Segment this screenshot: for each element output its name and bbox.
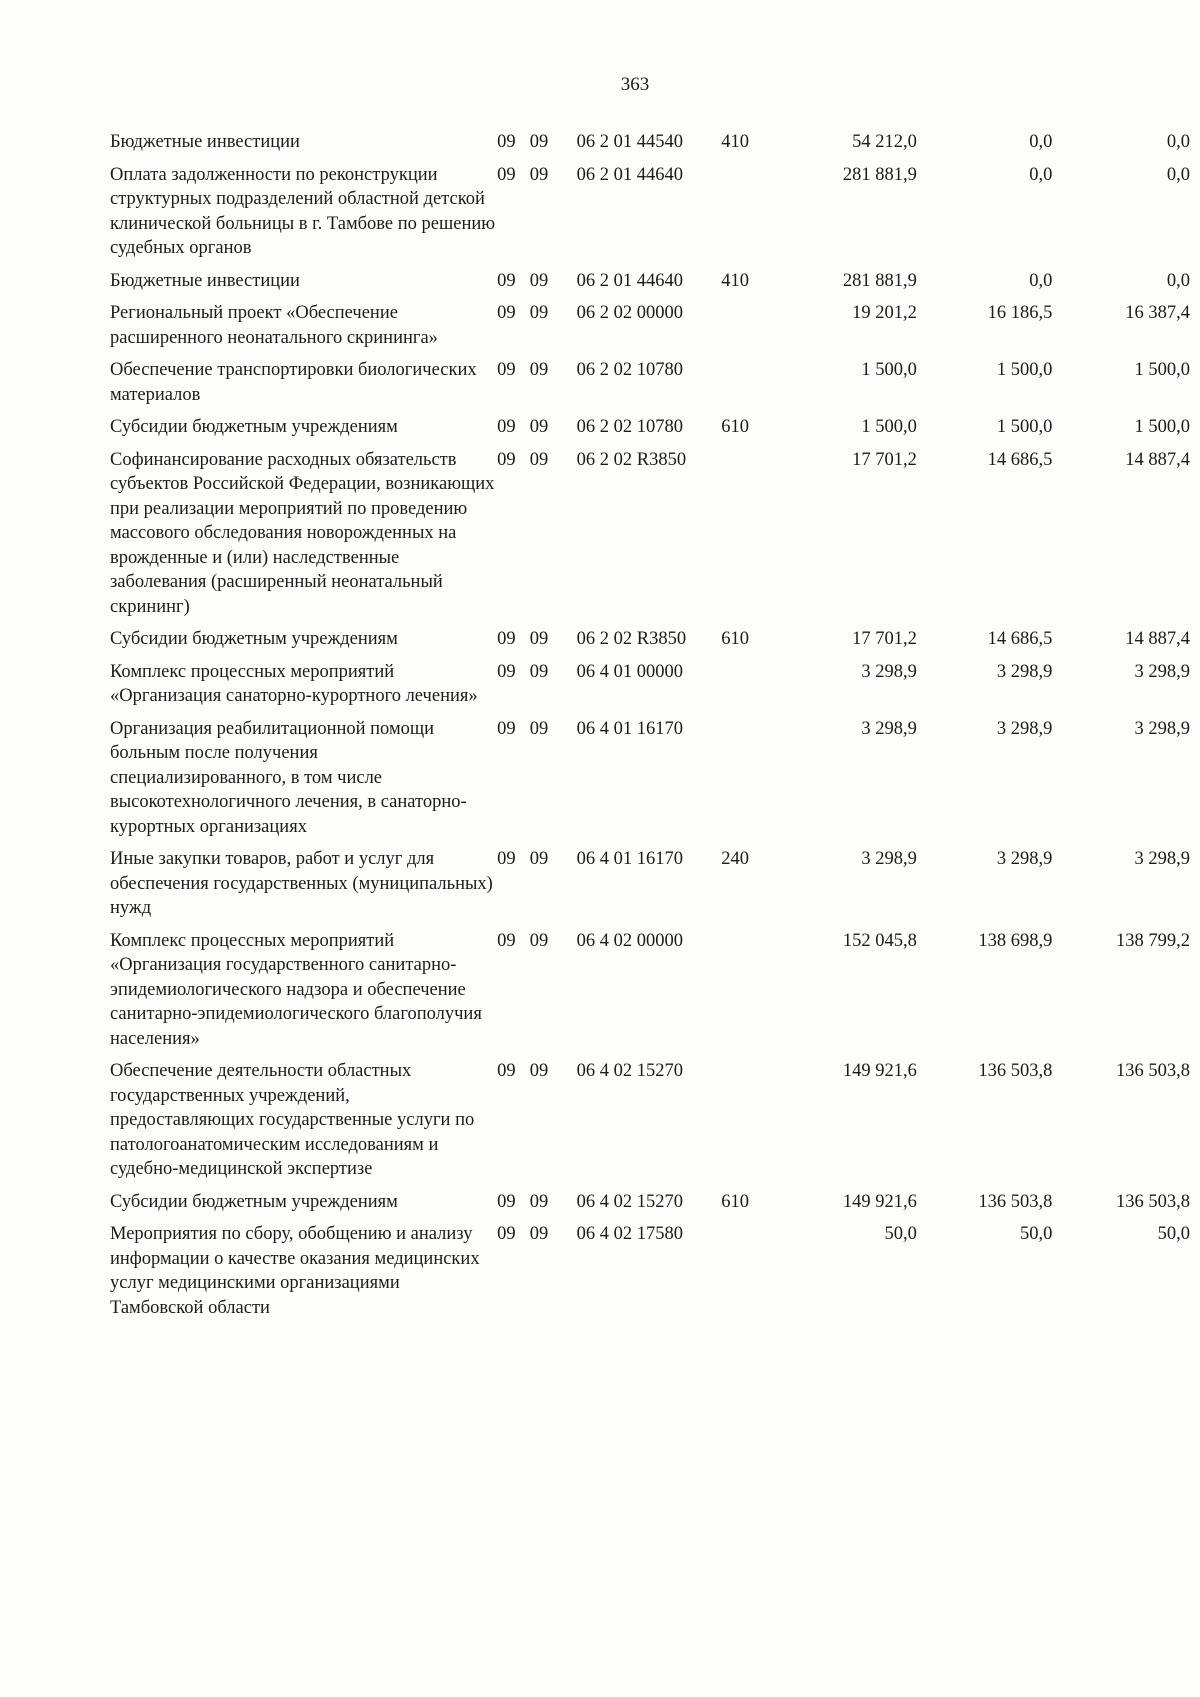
section-code: 09 xyxy=(497,1224,516,1244)
table-row xyxy=(110,627,1190,660)
subsection-code: 09 xyxy=(529,164,549,185)
item-name: Бюджетные инвестиции xyxy=(110,132,300,152)
amount-year-3: 16 387,4 xyxy=(1125,303,1190,323)
amount-year-1: 54 212,0 xyxy=(852,132,917,152)
table-body xyxy=(110,130,1190,1328)
amount-year-3: 3 298,9 xyxy=(1134,661,1190,682)
expense-type-code: 610 xyxy=(721,417,750,437)
amount-year-2: 136 503,8 xyxy=(978,1061,1053,1081)
table-row xyxy=(110,717,1190,848)
item-name: Субсидии бюджетным учреждениям xyxy=(110,629,398,649)
amount-year-1: 1 500,0 xyxy=(861,360,917,380)
amount-year-3: 0,0 xyxy=(1166,164,1190,185)
table-row xyxy=(110,1190,1190,1223)
target-article-code: 06 4 01 00000 xyxy=(576,661,683,682)
table-row xyxy=(110,301,1190,358)
amount-year-2: 3 298,9 xyxy=(996,661,1053,682)
expense-type-code xyxy=(721,660,762,717)
amount-year-3: 3 298,9 xyxy=(1134,849,1190,869)
amount-year-1: 1 500,0 xyxy=(861,417,917,437)
section-code: 09 xyxy=(497,1191,516,1212)
expense-type-code xyxy=(721,358,762,415)
item-name: Софинансирование расходных обязательств субъектов Российской Федерации, возникающих при реализации мероприятий по проведению массового обследования новорожденных на врожденные и (или) наследственные заболевания (расширенный неонатальный скрининг) xyxy=(110,449,495,617)
amount-year-2: 1 500,0 xyxy=(996,360,1053,380)
expense-type-code: 410 xyxy=(721,270,750,291)
table-row xyxy=(110,358,1190,415)
expense-type-code: 610 xyxy=(721,1191,750,1212)
subsection-code: 09 xyxy=(529,849,549,869)
subsection-code: 09 xyxy=(529,449,549,470)
expense-type-code xyxy=(721,301,762,358)
expense-type-code xyxy=(721,1222,762,1328)
table-row xyxy=(110,130,1190,163)
subsection-code: 09 xyxy=(529,270,549,291)
expense-type-code xyxy=(721,1059,762,1190)
target-article-code: 06 2 02 R3850 xyxy=(576,449,687,470)
table-row xyxy=(110,847,1190,929)
target-article-code: 06 2 02 10780 xyxy=(576,360,683,380)
section-code: 09 xyxy=(497,270,516,291)
subsection-code: 09 xyxy=(529,417,549,437)
amount-year-1: 149 921,6 xyxy=(842,1191,917,1212)
amount-year-3: 136 503,8 xyxy=(1116,1061,1190,1081)
expense-type-code xyxy=(721,929,762,1060)
target-article-code: 06 2 01 44640 xyxy=(576,164,683,185)
expense-type-code xyxy=(721,448,762,628)
subsection-code: 09 xyxy=(529,661,549,682)
amount-year-3: 1 500,0 xyxy=(1134,360,1190,380)
subsection-code: 09 xyxy=(529,303,549,323)
amount-year-1: 17 701,2 xyxy=(852,449,917,470)
target-article-code: 06 4 02 00000 xyxy=(576,930,683,951)
amount-year-3: 0,0 xyxy=(1166,132,1190,152)
amount-year-1: 152 045,8 xyxy=(842,930,917,951)
expense-type-code xyxy=(721,163,762,269)
section-code: 09 xyxy=(497,303,516,323)
amount-year-1: 17 701,2 xyxy=(852,629,917,649)
expense-type-code: 610 xyxy=(721,629,750,649)
target-article-code: 06 4 02 15270 xyxy=(576,1061,683,1081)
amount-year-2: 14 686,5 xyxy=(987,629,1053,649)
subsection-code: 09 xyxy=(529,1224,549,1244)
target-article-code: 06 2 01 44540 xyxy=(576,132,683,152)
target-article-code: 06 2 02 R3850 xyxy=(576,629,687,649)
section-code: 09 xyxy=(497,449,516,470)
section-code: 09 xyxy=(497,718,516,739)
amount-year-1: 3 298,9 xyxy=(861,718,917,739)
amount-year-1: 3 298,9 xyxy=(861,661,917,682)
item-name: Субсидии бюджетным учреждениям xyxy=(110,417,398,437)
amount-year-3: 138 799,2 xyxy=(1116,930,1190,951)
amount-year-2: 138 698,9 xyxy=(978,930,1053,951)
target-article-code: 06 2 01 44640 xyxy=(576,270,683,291)
amount-year-2: 14 686,5 xyxy=(987,449,1053,470)
amount-year-3: 50,0 xyxy=(1157,1224,1190,1244)
budget-table xyxy=(110,130,1190,1328)
expense-type-code: 240 xyxy=(721,849,750,869)
subsection-code: 09 xyxy=(529,132,549,152)
table-row xyxy=(110,929,1190,1060)
item-name: Комплекс процессных мероприятий «Организация санаторно-курортного лечения» xyxy=(110,661,478,706)
item-name: Региональный проект «Обеспечение расширенного неонатального скрининга» xyxy=(110,303,438,348)
item-name: Иные закупки товаров, работ и услуг для обеспечения государственных (муниципальных) нужд xyxy=(110,849,493,918)
subsection-code: 09 xyxy=(529,718,549,739)
target-article-code: 06 2 02 00000 xyxy=(576,303,683,323)
target-article-code: 06 4 02 15270 xyxy=(576,1191,683,1212)
section-code: 09 xyxy=(497,1061,516,1081)
page-number: 363 xyxy=(620,74,650,95)
amount-year-1: 281 881,9 xyxy=(842,164,917,185)
target-article-code: 06 4 01 16170 xyxy=(576,718,683,739)
expense-type-code xyxy=(721,717,762,848)
amount-year-2: 3 298,9 xyxy=(996,718,1053,739)
amount-year-2: 3 298,9 xyxy=(996,849,1053,869)
amount-year-3: 14 887,4 xyxy=(1125,629,1190,649)
section-code: 09 xyxy=(497,930,516,951)
item-name: Организация реабилитационной помощи больным после получения специализированного, в том числе высокотехнологичного лечения, в санаторно-курортных организациях xyxy=(110,718,467,837)
table-row xyxy=(110,269,1190,302)
expense-type-code: 410 xyxy=(721,132,750,152)
amount-year-3: 3 298,9 xyxy=(1134,718,1190,739)
table-row xyxy=(110,660,1190,717)
table-row xyxy=(110,448,1190,628)
section-code: 09 xyxy=(497,661,516,682)
section-code: 09 xyxy=(497,164,516,185)
subsection-code: 09 xyxy=(529,1191,549,1212)
amount-year-3: 14 887,4 xyxy=(1125,449,1190,470)
amount-year-1: 3 298,9 xyxy=(861,849,917,869)
table-row xyxy=(110,1222,1190,1328)
item-name: Субсидии бюджетным учреждениям xyxy=(110,1191,398,1212)
amount-year-2: 16 186,5 xyxy=(987,303,1053,323)
target-article-code: 06 4 02 17580 xyxy=(576,1224,683,1244)
amount-year-2: 1 500,0 xyxy=(996,417,1053,437)
amount-year-1: 50,0 xyxy=(884,1224,917,1244)
amount-year-2: 0,0 xyxy=(1029,132,1053,152)
item-name: Обеспечение транспортировки биологических материалов xyxy=(110,360,477,405)
item-name: Мероприятия по сбору, обобщению и анализу информации о качестве оказания медицинских услуг медицинскими организациями Тамбовской области xyxy=(110,1224,480,1318)
item-name: Оплата задолженности по реконструкции структурных подразделений областной детской клинической больницы в г. Тамбове по решению судебных органов xyxy=(110,164,496,258)
item-name: Комплекс процессных мероприятий «Организация государственного санитарно-эпидемиологического надзора и обеспечение санитарно-эпидемиологического благополучия населения» xyxy=(110,930,482,1049)
amount-year-3: 1 500,0 xyxy=(1134,417,1190,437)
amount-year-3: 0,0 xyxy=(1166,270,1190,291)
amount-year-2: 0,0 xyxy=(1029,270,1053,291)
target-article-code: 06 2 02 10780 xyxy=(576,417,683,437)
target-article-code: 06 4 01 16170 xyxy=(576,849,683,869)
subsection-code: 09 xyxy=(529,1061,549,1081)
item-name: Обеспечение деятельности областных государственных учреждений, предоставляющих государственные услуги по патологоанатомическим исследованиям и судебно-медицинской экспертизе xyxy=(110,1061,475,1179)
section-code: 09 xyxy=(497,849,516,869)
subsection-code: 09 xyxy=(529,360,549,380)
subsection-code: 09 xyxy=(529,930,549,951)
amount-year-1: 149 921,6 xyxy=(842,1061,917,1081)
amount-year-2: 0,0 xyxy=(1029,164,1053,185)
subsection-code: 09 xyxy=(529,629,549,649)
table-row xyxy=(110,163,1190,269)
section-code: 09 xyxy=(497,360,516,380)
amount-year-1: 19 201,2 xyxy=(852,303,917,323)
amount-year-2: 136 503,8 xyxy=(978,1191,1053,1212)
amount-year-1: 281 881,9 xyxy=(842,270,917,291)
section-code: 09 xyxy=(497,629,516,649)
table-row xyxy=(110,415,1190,448)
item-name: Бюджетные инвестиции xyxy=(110,270,300,291)
section-code: 09 xyxy=(497,417,516,437)
table-row xyxy=(110,1059,1190,1190)
amount-year-3: 136 503,8 xyxy=(1116,1191,1190,1212)
section-code: 09 xyxy=(497,132,516,152)
amount-year-2: 50,0 xyxy=(1020,1224,1053,1244)
